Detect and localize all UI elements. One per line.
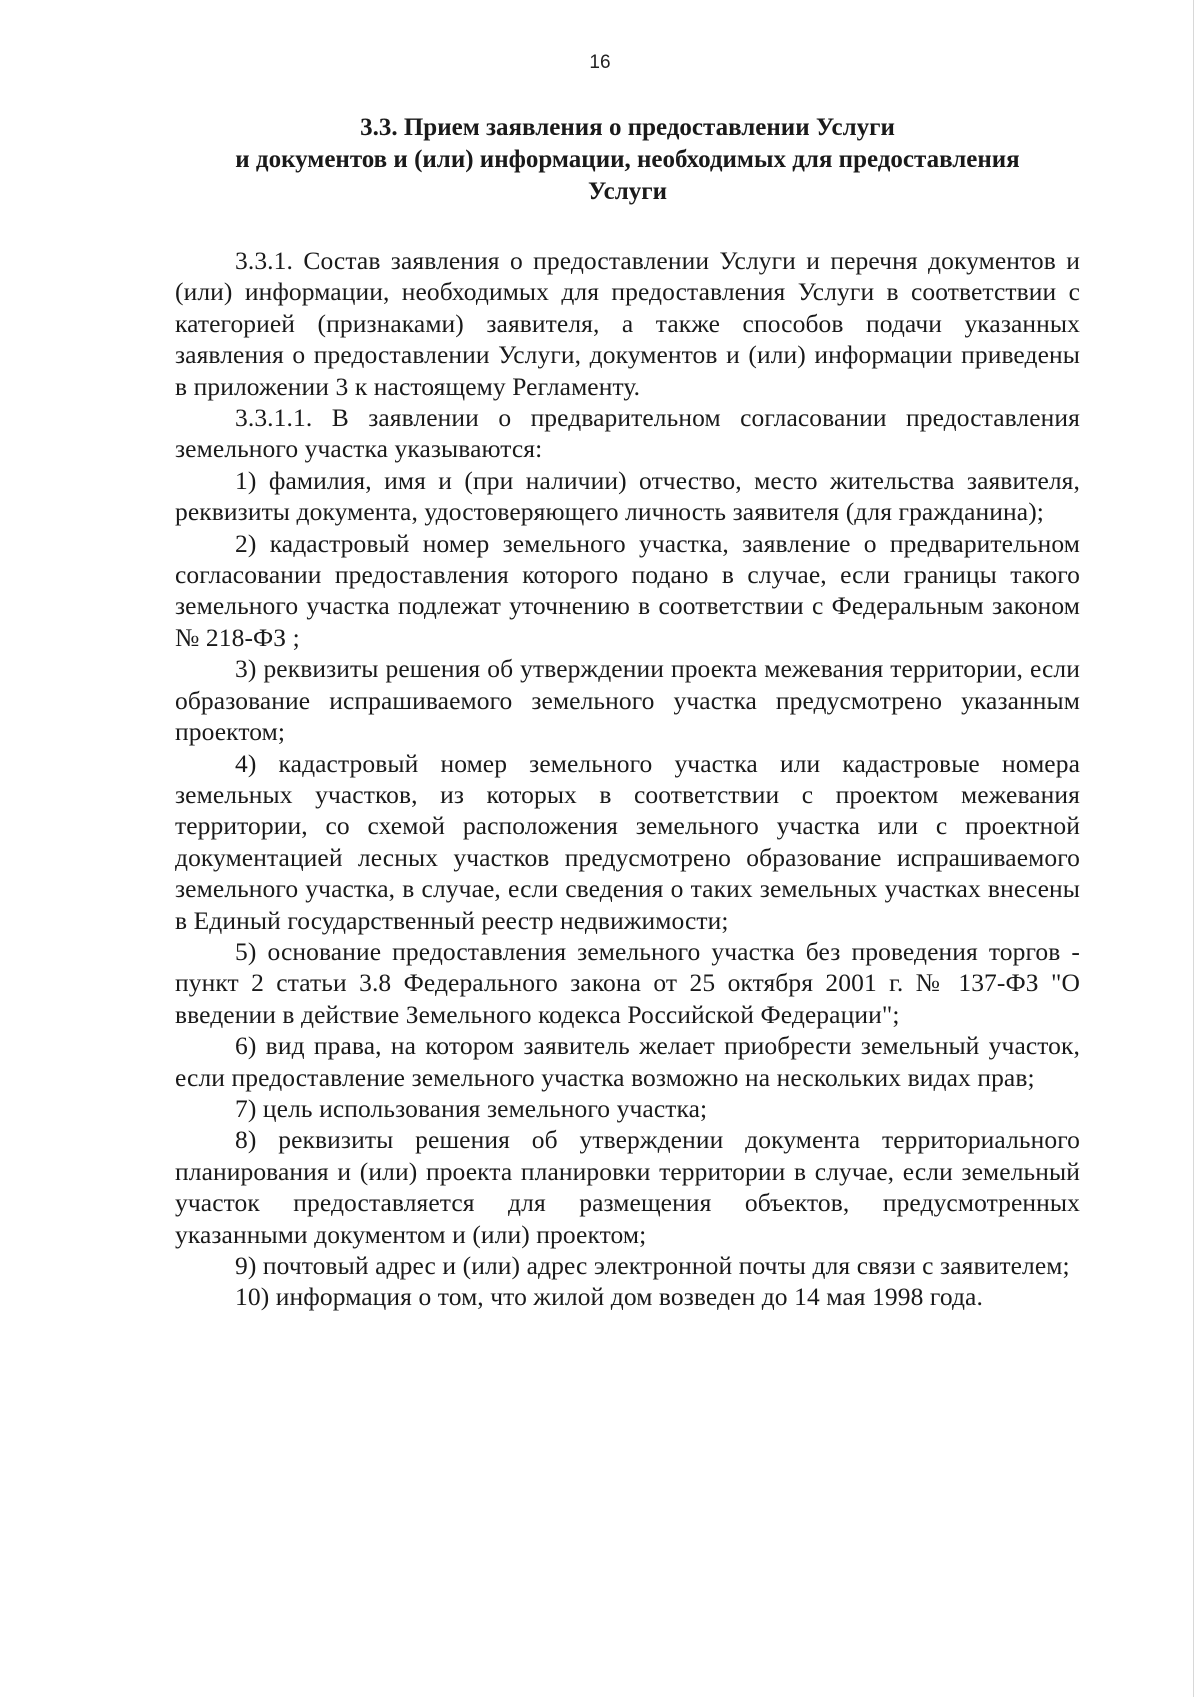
- list-item-3: 3) реквизиты решения об утверждении проекта межевания территории, если образование испрашиваемого земельного участка предусмотрено указанным проектом;: [175, 654, 1080, 747]
- paragraph-3-3-1: 3.3.1. Состав заявления о предоставлении Услуги и перечня документов и (или) информации, необходимых для предоставления Услуги в соответствии с категорией (признаками) заявителя, а также способов подачи указанных заявления о предоставлении Услуги, документов и (или) информации приведены в приложении 3 к настоящему Регламенту.: [175, 246, 1080, 401]
- heading-line-1: 3.3. Прием заявления о предоставлении Услуги: [360, 114, 895, 141]
- heading-line-2: и документов и (или) информации, необходимых для предоставления: [235, 146, 1020, 173]
- body-text: [175, 245, 1080, 1313]
- page-number: 16: [589, 52, 611, 73]
- page-edge-line: [1193, 0, 1194, 1697]
- paragraph-3-3-1-1: 3.3.1.1. В заявлении о предварительном согласовании предоставления земельного участка указываются:: [175, 403, 1080, 464]
- section-heading: [175, 112, 1080, 208]
- list-item-7: 7) цель использования земельного участка;: [235, 1093, 708, 1123]
- list-item-5: 5) основание предоставления земельного участка без проведения торгов - пункт 2 статьи 3.8 Федерального закона от 25 октября 2001 г. № 137-ФЗ "О введении в действие Земельного кодекса Российской Федерации";: [175, 936, 1080, 1029]
- list-item-1: 1) фамилия, имя и (при наличии) отчество, место жительства заявителя, реквизиты документа, удостоверяющего личность заявителя (для гражданина);: [175, 465, 1080, 527]
- heading-line-3: Услуги: [587, 178, 668, 205]
- list-item-9: 9) почтовый адрес и (или) адрес электронной почты для связи с заявителем;: [235, 1251, 1070, 1280]
- list-item-4: 4) кадастровый номер земельного участка или кадастровые номера земельных участков, из которых в соответствии с проектом межевания территории, со схемой расположения земельного участка или с проектной документацией лесных участков предусмотрено образование испрашиваемого земельного участка, в случае, если сведения о таких земельных участках внесены в Единый государственный реестр недвижимости;: [175, 748, 1080, 935]
- list-item-6: 6) вид права, на котором заявитель желает приобрести земельный участок, если предоставление земельного участка возможно на нескольких видах прав;: [175, 1031, 1080, 1092]
- list-item-8: 8) реквизиты решения об утверждении документа территориального планирования и (или) проекта планировки территории в случае, если земельный участок предоставляется для размещения объектов, предусмотренных указанными документом и (или) проектом;: [175, 1125, 1080, 1249]
- list-item-10: 10) информация о том, что жилой дом возведен до 14 мая 1998 года.: [235, 1282, 983, 1312]
- list-item-2: 2) кадастровый номер земельного участка, заявление о предварительном согласовании предоставления которого подано в случае, если границы такого земельного участка подлежат уточнению в соответствии с Федеральным законом № 218-ФЗ ;: [175, 528, 1080, 652]
